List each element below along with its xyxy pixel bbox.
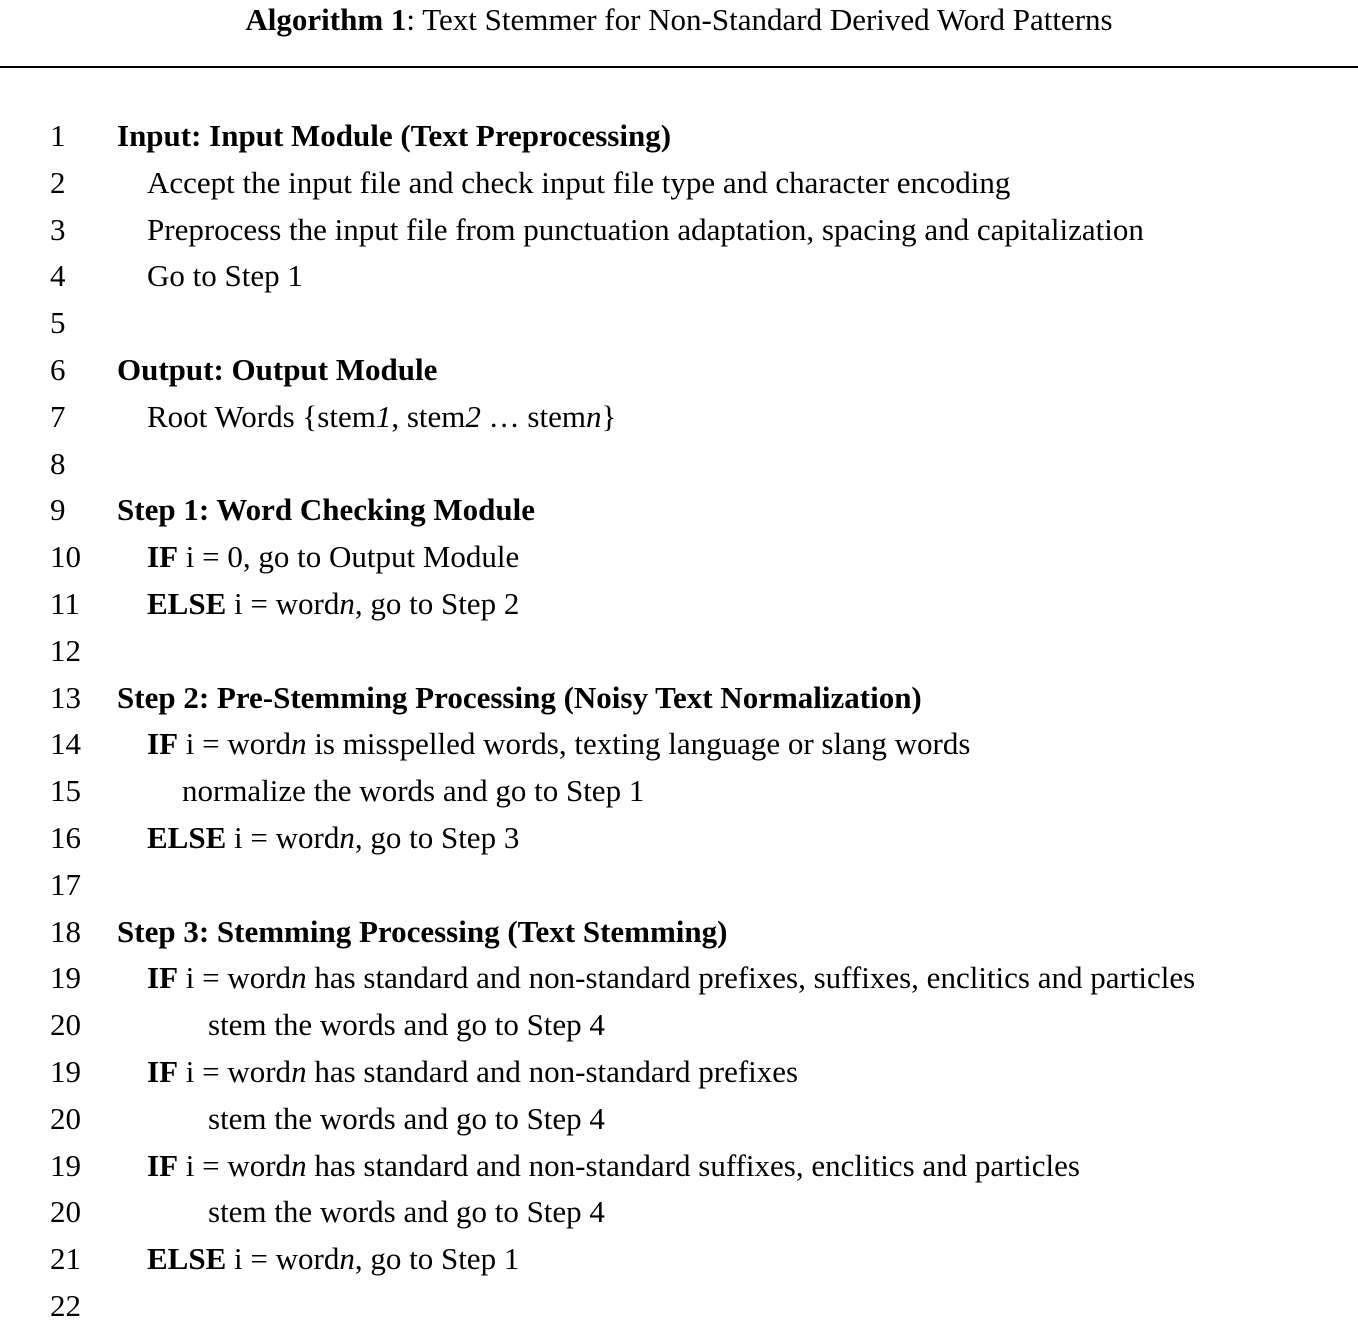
line-text-segment: , stem — [391, 398, 466, 434]
algorithm-body — [0, 113, 1358, 1330]
line-text-segment: , go to Step 2 — [354, 585, 520, 621]
line-number: 14 — [50, 726, 81, 762]
algorithm-line — [0, 441, 1358, 488]
variable: n — [339, 819, 355, 855]
keyword: Step 3: Stemming Processing (Text Stemming) — [117, 913, 728, 949]
line-text-segment: i = word — [178, 1147, 292, 1183]
keyword: Input: Input Module (Text Preprocessing) — [117, 118, 672, 153]
algorithm-line — [0, 675, 1358, 722]
algorithm-line — [0, 534, 1358, 581]
line-text — [117, 675, 922, 722]
line-number: 18 — [50, 913, 81, 949]
line-text-segment: Go to Step 1 — [147, 258, 303, 294]
algorithm-label: Algorithm 1 — [245, 2, 407, 37]
keyword: ELSE — [147, 585, 227, 621]
keyword: Step 2: Pre-Stemming Processing (Noisy Text Normalization) — [117, 679, 922, 715]
algorithm-line — [0, 768, 1358, 815]
algorithm-line — [0, 955, 1358, 1002]
line-text — [147, 581, 519, 628]
line-text-segment: Root Words {stem — [147, 398, 376, 434]
keyword: ELSE — [147, 819, 227, 855]
line-number: 8 — [50, 445, 66, 481]
line-text-segment: is misspelled words, texting language or slang words — [306, 726, 971, 762]
algorithm-line — [0, 347, 1358, 394]
keyword: Step 1: Word Checking Module — [117, 492, 535, 528]
line-text — [147, 253, 303, 300]
algorithm-line — [0, 1002, 1358, 1049]
variable: 2 — [465, 398, 481, 434]
algorithm-line — [0, 160, 1358, 207]
line-text-segment: i = word — [178, 726, 292, 762]
line-text — [117, 487, 535, 534]
line-number: 9 — [50, 492, 66, 528]
line-text-segment: i = 0, go to Output Module — [178, 539, 520, 575]
algorithm-line — [0, 581, 1358, 628]
line-number: 19 — [50, 1147, 81, 1183]
line-number: 1 — [50, 118, 66, 153]
algorithm-line — [0, 1143, 1358, 1190]
variable: n — [291, 1147, 307, 1183]
line-text-segment: … stem — [480, 398, 586, 434]
algorithm-line — [0, 628, 1358, 675]
line-text-segment: stem the words and go to Step 4 — [208, 1194, 605, 1230]
line-number: 22 — [50, 1287, 81, 1323]
line-text — [147, 207, 1144, 254]
line-text — [147, 534, 519, 581]
keyword: IF — [147, 1053, 178, 1089]
line-text-segment: i = word — [226, 819, 340, 855]
line-text — [208, 1189, 605, 1236]
line-number: 4 — [50, 258, 66, 294]
algorithm-line — [0, 815, 1358, 862]
line-text-segment: stem the words and go to Step 4 — [208, 1100, 605, 1136]
line-text — [147, 955, 1195, 1002]
title-divider — [0, 66, 1358, 68]
algorithm-line — [0, 1189, 1358, 1236]
line-text-segment: has standard and non-standard prefixes — [306, 1053, 799, 1089]
keyword: IF — [147, 960, 178, 996]
algorithm-line — [0, 300, 1358, 347]
line-text-segment: , go to Step 3 — [354, 819, 520, 855]
line-text — [147, 815, 519, 862]
line-text — [117, 113, 671, 160]
line-text — [208, 1096, 605, 1143]
algorithm-line — [0, 253, 1358, 300]
algorithm-line — [0, 1236, 1358, 1283]
line-text — [147, 721, 970, 768]
algorithm-line — [0, 1283, 1358, 1330]
variable: n — [585, 398, 602, 434]
line-text — [147, 394, 616, 441]
line-text — [147, 1236, 519, 1283]
line-text-segment: , go to Step 1 — [354, 1241, 520, 1277]
line-text-segment: normalize the words and go to Step 1 — [182, 773, 645, 809]
line-text-segment: Accept the input file and check input file type and character encoding — [147, 164, 1011, 200]
line-number: 19 — [50, 1053, 81, 1089]
line-text — [208, 1002, 605, 1049]
line-number: 21 — [50, 1241, 81, 1277]
algorithm-line — [0, 862, 1358, 909]
line-text-segment: has standard and non-standard suffixes, enclitics and particles — [306, 1147, 1080, 1183]
line-number: 3 — [50, 211, 66, 247]
line-text — [117, 347, 437, 394]
line-number: 6 — [50, 351, 66, 387]
keyword: IF — [147, 726, 178, 762]
variable: n — [291, 1053, 307, 1089]
line-number: 19 — [50, 960, 81, 996]
line-number: 20 — [50, 1100, 81, 1136]
line-number: 20 — [50, 1194, 81, 1230]
variable: n — [339, 585, 355, 621]
keyword: IF — [147, 1147, 178, 1183]
line-text-segment: has standard and non-standard prefixes, suffixes, enclitics and particles — [306, 960, 1196, 996]
line-number: 20 — [50, 1007, 81, 1043]
line-text-segment: i = word — [178, 1053, 292, 1089]
line-text — [147, 1049, 798, 1096]
line-number: 15 — [50, 773, 81, 809]
line-number: 12 — [50, 632, 81, 668]
line-number: 13 — [50, 679, 81, 715]
keyword: Output: Output Module — [117, 351, 438, 387]
algorithm-line — [0, 487, 1358, 534]
line-number: 10 — [50, 539, 81, 575]
line-text-segment: i = word — [226, 1241, 340, 1277]
keyword: ELSE — [147, 1241, 227, 1277]
algorithm-line — [0, 909, 1358, 956]
algorithm-line — [0, 207, 1358, 254]
variable: n — [291, 960, 307, 996]
line-text — [117, 909, 727, 956]
line-text — [147, 160, 1010, 207]
line-text — [147, 1143, 1080, 1190]
algorithm-line — [0, 1096, 1358, 1143]
line-number: 11 — [50, 585, 80, 621]
algorithm-title-text: : Text Stemmer for Non-Standard Derived Word Patterns — [406, 2, 1113, 37]
line-text — [182, 768, 644, 815]
line-text-segment: } — [601, 398, 617, 434]
algorithm-line — [0, 721, 1358, 768]
line-number: 16 — [50, 819, 81, 855]
line-number: 17 — [50, 866, 81, 902]
line-text-segment: i = word — [226, 585, 340, 621]
line-number: 7 — [50, 398, 66, 434]
line-number: 5 — [50, 305, 66, 341]
line-text-segment: Preprocess the input file from punctuation adaptation, spacing and capitalization — [147, 211, 1144, 247]
algorithm-line — [0, 394, 1358, 441]
line-text-segment: i = word — [178, 960, 292, 996]
line-text-segment: stem the words and go to Step 4 — [208, 1007, 605, 1043]
variable: n — [339, 1241, 355, 1277]
algorithm-line — [0, 1049, 1358, 1096]
algorithm-title — [0, 0, 1358, 40]
variable: n — [291, 726, 307, 762]
keyword: IF — [147, 539, 178, 575]
algorithm-line — [0, 113, 1358, 160]
line-number: 2 — [50, 164, 66, 200]
variable: 1 — [375, 398, 392, 434]
